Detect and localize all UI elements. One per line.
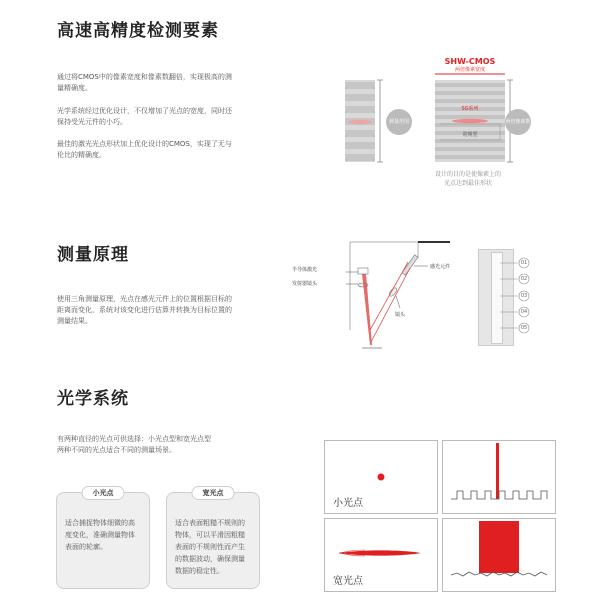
section3-intro [57, 434, 277, 456]
section1-paragraph-2: 光学系统经过优化设计，不仅增加了光点的宽度，同时还保持受光元件的小巧。 [57, 107, 232, 126]
scale-mark-03: 03 [520, 293, 528, 299]
wide-spot-card [166, 489, 260, 589]
wide-spot-card-title: 宽光点 [192, 486, 235, 500]
scale-mark-01: 01 [520, 260, 528, 266]
section2-paragraph: 使用三角测量原理，光点在感光元件上的位置根据目标的距离而变化，系统对该变化进行估算并转换为目标位置的测量结果。 [57, 295, 232, 325]
laser-label: 半导体激光 [292, 267, 318, 273]
section3-intro-line2: 两种不同的光点适合不同的测量场景。 [57, 446, 176, 454]
double-pixel-count-bubble-label: 两倍像素数 [505, 119, 531, 125]
section3-intro-line1: 有两种直径的光点可供选择：小光点型和宽光点型 [57, 435, 211, 443]
small-spot-panel [324, 440, 438, 514]
small-spot-card [56, 489, 150, 589]
wide-spot-panel-label: 宽光点 [333, 576, 363, 587]
section1-caption [418, 170, 518, 188]
sensor-title: SHW-CMOS [444, 57, 496, 66]
normal-sensor-block [345, 80, 383, 162]
small-spot-profile-panel [442, 440, 556, 514]
section1-paragraph-1: 通过将CMOS中的像素宽度和像素数翻倍，实现极高的测量精确度。 [57, 73, 232, 92]
wide-spot-panel [324, 518, 438, 592]
section2-title: 测量原理 [57, 245, 129, 265]
wide-spot-profile [443, 519, 555, 591]
emitter-lens-label: 发射器镜头 [292, 281, 318, 287]
small-spot-profile [443, 441, 555, 513]
lens-label: 镜头 [395, 312, 406, 318]
wide-spot-profile-panel [442, 518, 556, 592]
measure-range-bubble [386, 109, 412, 135]
small-spot-card-body: 适合捕捉物体细微的高度变化，准确测量物体表面的轮廓。 [65, 519, 135, 551]
scale-mark-05: 05 [520, 325, 528, 331]
normal-type-label: 常规型 [462, 132, 478, 138]
section1-caption-line2: 光点达到最佳形状 [443, 180, 492, 187]
triangulation-diagram [290, 230, 470, 360]
section1-paragraph-3: 最佳的激光光点形状加上优化设计的CMOS，实现了无与伦比的精确度。 [57, 140, 232, 159]
sensor-subtitle: 两倍像素宽度 [454, 67, 485, 73]
small-spot-card-title: 小光点 [82, 486, 125, 500]
shw-cmos-block [435, 80, 513, 162]
scale-mark-02: 02 [520, 276, 528, 282]
section3-title: 光学系统 [57, 389, 129, 409]
scale-mark-04: 04 [520, 309, 528, 315]
sg-series-label: SG系列 [461, 106, 479, 112]
section1-caption-line1: 设计的目的是使像素上的 [434, 171, 501, 178]
double-pixel-count-bubble [505, 109, 531, 135]
wide-spot-card-body: 适合表面粗糙不规则的物体，可以平滑因粗糙表面的不规则性而产生的数据波动，确保测量数据的稳定性。 [175, 519, 245, 575]
measure-range-bubble-label: 测量范围 [388, 119, 409, 125]
section1-title: 高速高精度检测要素 [57, 21, 219, 41]
small-spot-panel-label: 小光点 [333, 498, 363, 509]
receiver-label: 感光元件 [430, 264, 451, 270]
